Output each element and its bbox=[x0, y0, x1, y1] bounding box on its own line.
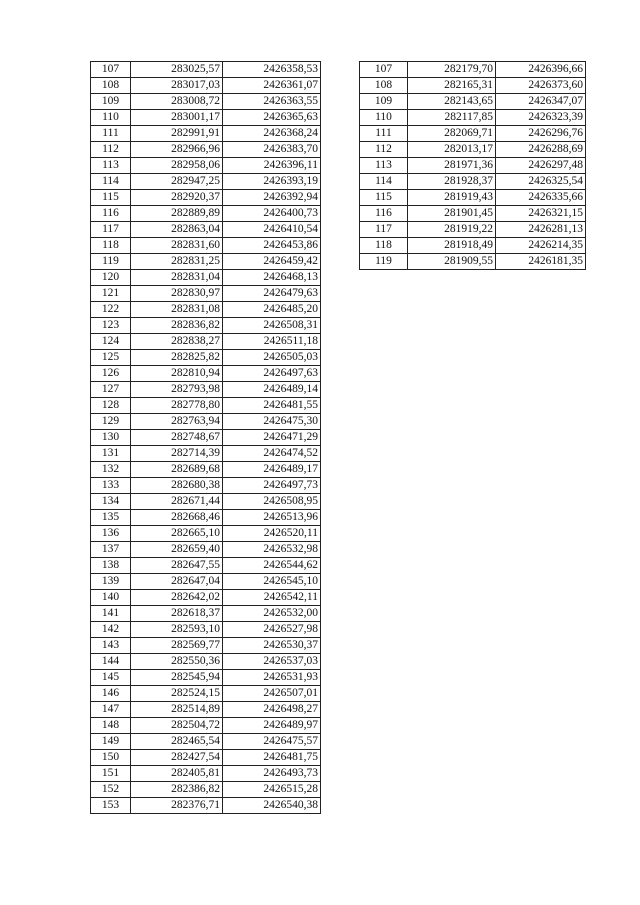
x-coordinate-cell: 281919,22 bbox=[408, 222, 496, 238]
table-row bbox=[91, 238, 321, 254]
x-coordinate-cell: 282763,94 bbox=[131, 414, 223, 430]
table-row bbox=[360, 78, 586, 94]
x-coordinate-cell: 282427,54 bbox=[131, 750, 223, 766]
x-coordinate-cell: 282405,81 bbox=[131, 766, 223, 782]
table-row bbox=[91, 398, 321, 414]
point-number-cell: 112 bbox=[360, 142, 408, 158]
x-coordinate-cell: 281909,55 bbox=[408, 254, 496, 270]
point-number-cell: 145 bbox=[91, 670, 131, 686]
y-coordinate-cell: 2426475,30 bbox=[223, 414, 321, 430]
y-coordinate-cell: 2426481,75 bbox=[223, 750, 321, 766]
y-coordinate-cell: 2426383,70 bbox=[223, 142, 321, 158]
table-body bbox=[91, 62, 321, 814]
point-number-cell: 141 bbox=[91, 606, 131, 622]
point-number-cell: 107 bbox=[360, 62, 408, 78]
y-coordinate-cell: 2426527,98 bbox=[223, 622, 321, 638]
point-number-cell: 115 bbox=[91, 190, 131, 206]
point-number-cell: 120 bbox=[91, 270, 131, 286]
table-row bbox=[91, 526, 321, 542]
x-coordinate-cell: 282668,46 bbox=[131, 510, 223, 526]
table-row bbox=[91, 750, 321, 766]
x-coordinate-cell: 282647,55 bbox=[131, 558, 223, 574]
y-coordinate-cell: 2426497,63 bbox=[223, 366, 321, 382]
y-coordinate-cell: 2426471,29 bbox=[223, 430, 321, 446]
y-coordinate-cell: 2426508,31 bbox=[223, 318, 321, 334]
y-coordinate-cell: 2426400,73 bbox=[223, 206, 321, 222]
table-row bbox=[91, 782, 321, 798]
x-coordinate-cell: 282889,89 bbox=[131, 206, 223, 222]
coordinates-table-right bbox=[359, 61, 586, 270]
point-number-cell: 129 bbox=[91, 414, 131, 430]
table-row bbox=[91, 94, 321, 110]
table-row bbox=[91, 222, 321, 238]
point-number-cell: 137 bbox=[91, 542, 131, 558]
y-coordinate-cell: 2426540,38 bbox=[223, 798, 321, 814]
point-number-cell: 143 bbox=[91, 638, 131, 654]
y-coordinate-cell: 2426363,55 bbox=[223, 94, 321, 110]
y-coordinate-cell: 2426481,55 bbox=[223, 398, 321, 414]
point-number-cell: 114 bbox=[91, 174, 131, 190]
x-coordinate-cell: 282504,72 bbox=[131, 718, 223, 734]
y-coordinate-cell: 2426485,20 bbox=[223, 302, 321, 318]
y-coordinate-cell: 2426530,37 bbox=[223, 638, 321, 654]
y-coordinate-cell: 2426545,10 bbox=[223, 574, 321, 590]
point-number-cell: 138 bbox=[91, 558, 131, 574]
table-row bbox=[91, 286, 321, 302]
table-row bbox=[91, 110, 321, 126]
table-row bbox=[91, 318, 321, 334]
y-coordinate-cell: 2426393,19 bbox=[223, 174, 321, 190]
y-coordinate-cell: 2426542,11 bbox=[223, 590, 321, 606]
y-coordinate-cell: 2426537,03 bbox=[223, 654, 321, 670]
point-number-cell: 139 bbox=[91, 574, 131, 590]
y-coordinate-cell: 2426479,63 bbox=[223, 286, 321, 302]
x-coordinate-cell: 282524,15 bbox=[131, 686, 223, 702]
x-coordinate-cell: 283008,72 bbox=[131, 94, 223, 110]
point-number-cell: 108 bbox=[91, 78, 131, 94]
point-number-cell: 119 bbox=[91, 254, 131, 270]
x-coordinate-cell: 282618,37 bbox=[131, 606, 223, 622]
point-number-cell: 118 bbox=[360, 238, 408, 254]
x-coordinate-cell: 282117,85 bbox=[408, 110, 496, 126]
table-row bbox=[360, 206, 586, 222]
y-coordinate-cell: 2426498,27 bbox=[223, 702, 321, 718]
x-coordinate-cell: 282793,98 bbox=[131, 382, 223, 398]
y-coordinate-cell: 2426361,07 bbox=[223, 78, 321, 94]
table-row bbox=[91, 702, 321, 718]
x-coordinate-cell: 282069,71 bbox=[408, 126, 496, 142]
point-number-cell: 147 bbox=[91, 702, 131, 718]
point-number-cell: 111 bbox=[360, 126, 408, 142]
x-coordinate-cell: 282810,94 bbox=[131, 366, 223, 382]
table-row bbox=[91, 590, 321, 606]
table-row bbox=[91, 510, 321, 526]
y-coordinate-cell: 2426468,13 bbox=[223, 270, 321, 286]
y-coordinate-cell: 2426505,03 bbox=[223, 350, 321, 366]
table-row bbox=[91, 494, 321, 510]
x-coordinate-cell: 283025,57 bbox=[131, 62, 223, 78]
x-coordinate-cell: 282143,65 bbox=[408, 94, 496, 110]
table-row bbox=[91, 206, 321, 222]
x-coordinate-cell: 283017,03 bbox=[131, 78, 223, 94]
point-number-cell: 142 bbox=[91, 622, 131, 638]
table-row bbox=[360, 190, 586, 206]
y-coordinate-cell: 2426453,86 bbox=[223, 238, 321, 254]
y-coordinate-cell: 2426323,39 bbox=[496, 110, 586, 126]
x-coordinate-cell: 282386,82 bbox=[131, 782, 223, 798]
table-row bbox=[91, 798, 321, 814]
y-coordinate-cell: 2426365,63 bbox=[223, 110, 321, 126]
y-coordinate-cell: 2426373,60 bbox=[496, 78, 586, 94]
x-coordinate-cell: 282825,82 bbox=[131, 350, 223, 366]
y-coordinate-cell: 2426497,73 bbox=[223, 478, 321, 494]
x-coordinate-cell: 282778,80 bbox=[131, 398, 223, 414]
y-coordinate-cell: 2426410,54 bbox=[223, 222, 321, 238]
table-row bbox=[91, 254, 321, 270]
y-coordinate-cell: 2426532,98 bbox=[223, 542, 321, 558]
point-number-cell: 112 bbox=[91, 142, 131, 158]
y-coordinate-cell: 2426321,15 bbox=[496, 206, 586, 222]
x-coordinate-cell: 282689,68 bbox=[131, 462, 223, 478]
point-number-cell: 148 bbox=[91, 718, 131, 734]
y-coordinate-cell: 2426493,73 bbox=[223, 766, 321, 782]
table-row bbox=[91, 366, 321, 382]
y-coordinate-cell: 2426396,66 bbox=[496, 62, 586, 78]
point-number-cell: 109 bbox=[91, 94, 131, 110]
x-coordinate-cell: 282831,25 bbox=[131, 254, 223, 270]
x-coordinate-cell: 281928,37 bbox=[408, 174, 496, 190]
y-coordinate-cell: 2426532,00 bbox=[223, 606, 321, 622]
point-number-cell: 113 bbox=[360, 158, 408, 174]
point-number-cell: 121 bbox=[91, 286, 131, 302]
point-number-cell: 153 bbox=[91, 798, 131, 814]
point-number-cell: 111 bbox=[91, 126, 131, 142]
table-row bbox=[91, 334, 321, 350]
y-coordinate-cell: 2426507,01 bbox=[223, 686, 321, 702]
coordinates-table-left bbox=[90, 61, 321, 814]
table-row bbox=[360, 222, 586, 238]
x-coordinate-cell: 282966,96 bbox=[131, 142, 223, 158]
table-row bbox=[91, 350, 321, 366]
x-coordinate-cell: 282545,94 bbox=[131, 670, 223, 686]
table-row bbox=[360, 174, 586, 190]
x-coordinate-cell: 282714,39 bbox=[131, 446, 223, 462]
x-coordinate-cell: 282830,97 bbox=[131, 286, 223, 302]
x-coordinate-cell: 282680,38 bbox=[131, 478, 223, 494]
point-number-cell: 122 bbox=[91, 302, 131, 318]
point-number-cell: 117 bbox=[360, 222, 408, 238]
y-coordinate-cell: 2426335,66 bbox=[496, 190, 586, 206]
point-number-cell: 127 bbox=[91, 382, 131, 398]
point-number-cell: 140 bbox=[91, 590, 131, 606]
x-coordinate-cell: 282376,71 bbox=[131, 798, 223, 814]
x-coordinate-cell: 282642,02 bbox=[131, 590, 223, 606]
table-row bbox=[91, 430, 321, 446]
table-row bbox=[91, 62, 321, 78]
y-coordinate-cell: 2426396,11 bbox=[223, 158, 321, 174]
x-coordinate-cell: 282465,54 bbox=[131, 734, 223, 750]
point-number-cell: 135 bbox=[91, 510, 131, 526]
point-number-cell: 113 bbox=[91, 158, 131, 174]
point-number-cell: 125 bbox=[91, 350, 131, 366]
table-row bbox=[91, 654, 321, 670]
x-coordinate-cell: 282665,10 bbox=[131, 526, 223, 542]
table-row bbox=[91, 638, 321, 654]
point-number-cell: 119 bbox=[360, 254, 408, 270]
table-row bbox=[91, 670, 321, 686]
table-row bbox=[360, 238, 586, 254]
point-number-cell: 131 bbox=[91, 446, 131, 462]
table-row bbox=[91, 158, 321, 174]
x-coordinate-cell: 282947,25 bbox=[131, 174, 223, 190]
point-number-cell: 136 bbox=[91, 526, 131, 542]
table-row bbox=[360, 142, 586, 158]
x-coordinate-cell: 282831,60 bbox=[131, 238, 223, 254]
point-number-cell: 130 bbox=[91, 430, 131, 446]
table-row bbox=[360, 62, 586, 78]
x-coordinate-cell: 282593,10 bbox=[131, 622, 223, 638]
y-coordinate-cell: 2426214,35 bbox=[496, 238, 586, 254]
table-row bbox=[91, 686, 321, 702]
x-coordinate-cell: 282013,17 bbox=[408, 142, 496, 158]
table-row bbox=[91, 78, 321, 94]
point-number-cell: 150 bbox=[91, 750, 131, 766]
x-coordinate-cell: 282550,36 bbox=[131, 654, 223, 670]
table-row bbox=[360, 94, 586, 110]
x-coordinate-cell: 282569,77 bbox=[131, 638, 223, 654]
x-coordinate-cell: 281901,45 bbox=[408, 206, 496, 222]
x-coordinate-cell: 282748,67 bbox=[131, 430, 223, 446]
x-coordinate-cell: 282836,82 bbox=[131, 318, 223, 334]
table-row bbox=[91, 174, 321, 190]
y-coordinate-cell: 2426181,35 bbox=[496, 254, 586, 270]
x-coordinate-cell: 281919,43 bbox=[408, 190, 496, 206]
y-coordinate-cell: 2426296,76 bbox=[496, 126, 586, 142]
y-coordinate-cell: 2426489,14 bbox=[223, 382, 321, 398]
point-number-cell: 114 bbox=[360, 174, 408, 190]
y-coordinate-cell: 2426515,28 bbox=[223, 782, 321, 798]
y-coordinate-cell: 2426508,95 bbox=[223, 494, 321, 510]
x-coordinate-cell: 282958,06 bbox=[131, 158, 223, 174]
point-number-cell: 124 bbox=[91, 334, 131, 350]
table-row bbox=[91, 558, 321, 574]
table-row bbox=[91, 766, 321, 782]
y-coordinate-cell: 2426281,13 bbox=[496, 222, 586, 238]
table-body bbox=[360, 62, 586, 270]
y-coordinate-cell: 2426288,69 bbox=[496, 142, 586, 158]
table-row bbox=[91, 270, 321, 286]
x-coordinate-cell: 282831,08 bbox=[131, 302, 223, 318]
point-number-cell: 116 bbox=[91, 206, 131, 222]
x-coordinate-cell: 282831,04 bbox=[131, 270, 223, 286]
y-coordinate-cell: 2426347,07 bbox=[496, 94, 586, 110]
table-row bbox=[91, 606, 321, 622]
point-number-cell: 126 bbox=[91, 366, 131, 382]
x-coordinate-cell: 282838,27 bbox=[131, 334, 223, 350]
x-coordinate-cell: 282659,40 bbox=[131, 542, 223, 558]
table-row bbox=[91, 542, 321, 558]
point-number-cell: 110 bbox=[91, 110, 131, 126]
y-coordinate-cell: 2426474,52 bbox=[223, 446, 321, 462]
point-number-cell: 133 bbox=[91, 478, 131, 494]
x-coordinate-cell: 282647,04 bbox=[131, 574, 223, 590]
y-coordinate-cell: 2426459,42 bbox=[223, 254, 321, 270]
y-coordinate-cell: 2426358,53 bbox=[223, 62, 321, 78]
table-row bbox=[91, 302, 321, 318]
y-coordinate-cell: 2426489,97 bbox=[223, 718, 321, 734]
table-row bbox=[91, 382, 321, 398]
point-number-cell: 118 bbox=[91, 238, 131, 254]
x-coordinate-cell: 283001,17 bbox=[131, 110, 223, 126]
point-number-cell: 117 bbox=[91, 222, 131, 238]
y-coordinate-cell: 2426325,54 bbox=[496, 174, 586, 190]
point-number-cell: 115 bbox=[360, 190, 408, 206]
x-coordinate-cell: 281971,36 bbox=[408, 158, 496, 174]
table-row bbox=[91, 126, 321, 142]
table-row bbox=[360, 158, 586, 174]
point-number-cell: 132 bbox=[91, 462, 131, 478]
table-row bbox=[91, 462, 321, 478]
point-number-cell: 128 bbox=[91, 398, 131, 414]
y-coordinate-cell: 2426544,62 bbox=[223, 558, 321, 574]
y-coordinate-cell: 2426513,96 bbox=[223, 510, 321, 526]
y-coordinate-cell: 2426511,18 bbox=[223, 334, 321, 350]
table-row bbox=[91, 446, 321, 462]
point-number-cell: 110 bbox=[360, 110, 408, 126]
y-coordinate-cell: 2426297,48 bbox=[496, 158, 586, 174]
y-coordinate-cell: 2426368,24 bbox=[223, 126, 321, 142]
x-coordinate-cell: 282920,37 bbox=[131, 190, 223, 206]
y-coordinate-cell: 2426392,94 bbox=[223, 190, 321, 206]
x-coordinate-cell: 282165,31 bbox=[408, 78, 496, 94]
y-coordinate-cell: 2426520,11 bbox=[223, 526, 321, 542]
table-row bbox=[360, 110, 586, 126]
point-number-cell: 116 bbox=[360, 206, 408, 222]
point-number-cell: 146 bbox=[91, 686, 131, 702]
point-number-cell: 149 bbox=[91, 734, 131, 750]
x-coordinate-cell: 282991,91 bbox=[131, 126, 223, 142]
x-coordinate-cell: 282179,70 bbox=[408, 62, 496, 78]
y-coordinate-cell: 2426489,17 bbox=[223, 462, 321, 478]
table-row bbox=[91, 734, 321, 750]
x-coordinate-cell: 282863,04 bbox=[131, 222, 223, 238]
table-row bbox=[91, 142, 321, 158]
point-number-cell: 108 bbox=[360, 78, 408, 94]
point-number-cell: 134 bbox=[91, 494, 131, 510]
y-coordinate-cell: 2426531,93 bbox=[223, 670, 321, 686]
x-coordinate-cell: 282671,44 bbox=[131, 494, 223, 510]
point-number-cell: 107 bbox=[91, 62, 131, 78]
x-coordinate-cell: 281918,49 bbox=[408, 238, 496, 254]
table-row bbox=[91, 190, 321, 206]
point-number-cell: 144 bbox=[91, 654, 131, 670]
table-row bbox=[91, 478, 321, 494]
point-number-cell: 152 bbox=[91, 782, 131, 798]
y-coordinate-cell: 2426475,57 bbox=[223, 734, 321, 750]
table-row bbox=[91, 574, 321, 590]
table-row bbox=[91, 414, 321, 430]
point-number-cell: 123 bbox=[91, 318, 131, 334]
table-row bbox=[360, 254, 586, 270]
point-number-cell: 151 bbox=[91, 766, 131, 782]
table-row bbox=[91, 718, 321, 734]
table-row bbox=[360, 126, 586, 142]
point-number-cell: 109 bbox=[360, 94, 408, 110]
x-coordinate-cell: 282514,89 bbox=[131, 702, 223, 718]
table-row bbox=[91, 622, 321, 638]
